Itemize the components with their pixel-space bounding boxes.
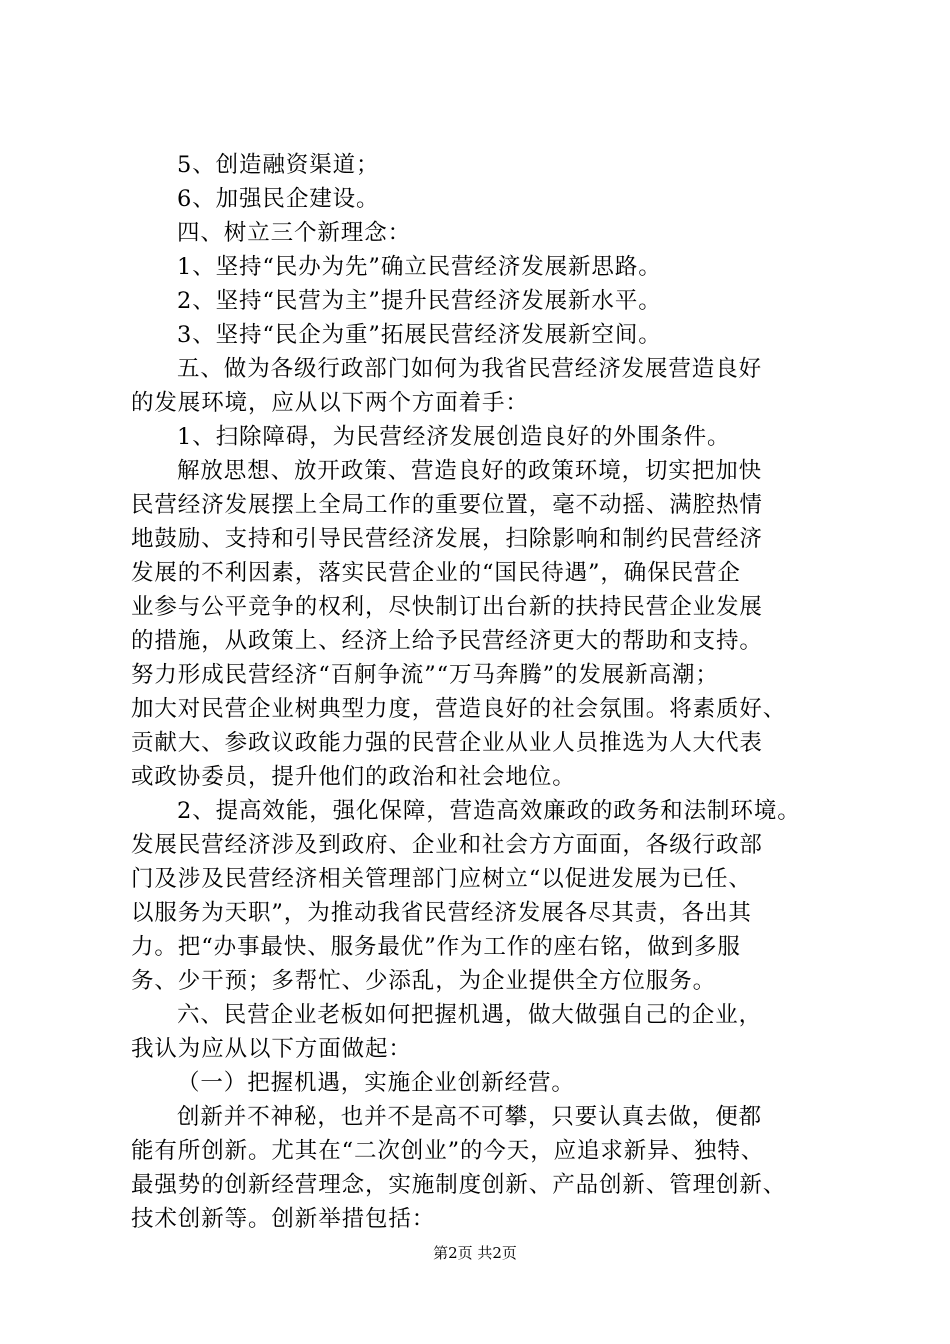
paragraph-line: 以服务为天职”，为推动我省民营经济发展各尽其责，各出其: [131, 900, 752, 926]
subsection-heading-2: 2、提高效能，强化保障，营造高效廉政的政务和法制环境。: [177, 798, 801, 824]
paragraph-line: 创新并不神秘，也并不是高不可攀，只要认真去做，便都: [177, 1104, 763, 1130]
paragraph-line: 贡献大、参政议政能力强的民营企业从业人员推选为人大代表: [131, 730, 763, 756]
subsection-heading-one: （一）把握机遇，实施企业创新经营。: [177, 1070, 575, 1096]
paragraph-line: 力。把“办事最快、服务最优”作为工作的座右铭，做到多服: [131, 934, 741, 960]
paragraph-line: 能有所创新。尤其在“二次创业”的今天，应追求新异、独特、: [131, 1138, 765, 1164]
paragraph-line: 民营经济发展摆上全局工作的重要位置，毫不动摇、满腔热情: [131, 492, 763, 518]
list-item-6: 6、加强民企建设。: [177, 186, 380, 212]
subsection-heading-1: 1、扫除障碍，为民营经济发展创造良好的外围条件。: [177, 424, 731, 450]
paragraph-line: 技术创新等。创新举措包括：: [131, 1206, 436, 1232]
concept-item-2: 2、坚持“民营为主”提升民营经济发展新水平。: [177, 288, 662, 314]
paragraph-line: 或政协委员，提升他们的政治和社会地位。: [131, 764, 576, 790]
section-heading-4: 四、树立三个新理念：: [177, 220, 412, 246]
section-heading-6: 六、民营企业老板如何把握机遇，做大做强自己的企业，: [177, 1002, 763, 1028]
concept-item-1: 1、坚持“民办为先”确立民营经济发展新思路。: [177, 254, 662, 280]
text-line: 我认为应从以下方面做起：: [131, 1036, 412, 1062]
paragraph-line: 地鼓励、支持和引导民营经济发展，扫除影响和制约民营经济: [131, 526, 763, 552]
section-heading-5: 五、做为各级行政部门如何为我省民营经济发展营造良好: [177, 356, 763, 382]
paragraph-line: 解放思想、放开政策、营造良好的政策环境，切实把加快: [177, 458, 763, 484]
concept-item-3: 3、坚持“民企为重”拓展民营经济发展新空间。: [177, 322, 662, 348]
paragraph-line: 努力形成民营经济“百舸争流”“万马奔腾”的发展新高潮；: [131, 662, 719, 688]
list-item-5: 5、创造融资渠道；: [177, 152, 380, 178]
paragraph-line: 加大对民营企业树典型力度，营造良好的社会氛围。将素质好、: [131, 696, 787, 722]
text-line: 的发展环境，应从以下两个方面着手：: [131, 390, 529, 416]
paragraph-line: 门及涉及民营经济相关管理部门应树立“以促进发展为已任、: [131, 866, 752, 892]
paragraph-line: 最强势的创新经营理念，实施制度创新、产品创新、管理创新、: [131, 1172, 787, 1198]
page-number-footer: 第2页 共2页: [433, 1244, 517, 1262]
paragraph-line: 发展民营经济涉及到政府、企业和社会方方面面，各级行政部: [131, 832, 763, 858]
document-body: [131, 148, 831, 1236]
paragraph-line: 业参与公平竞争的权利，尽快制订出台新的扶持民营企业发展: [131, 594, 763, 620]
paragraph-line: 务、少干预；多帮忙、少添乱，为企业提供全方位服务。: [131, 968, 717, 994]
paragraph-line: 的措施，从政策上、经济上给予民营经济更大的帮助和支持。: [131, 628, 763, 654]
paragraph-line: 发展的不利因素，落实民营企业的“国民待遇”，确保民营企: [131, 560, 741, 586]
